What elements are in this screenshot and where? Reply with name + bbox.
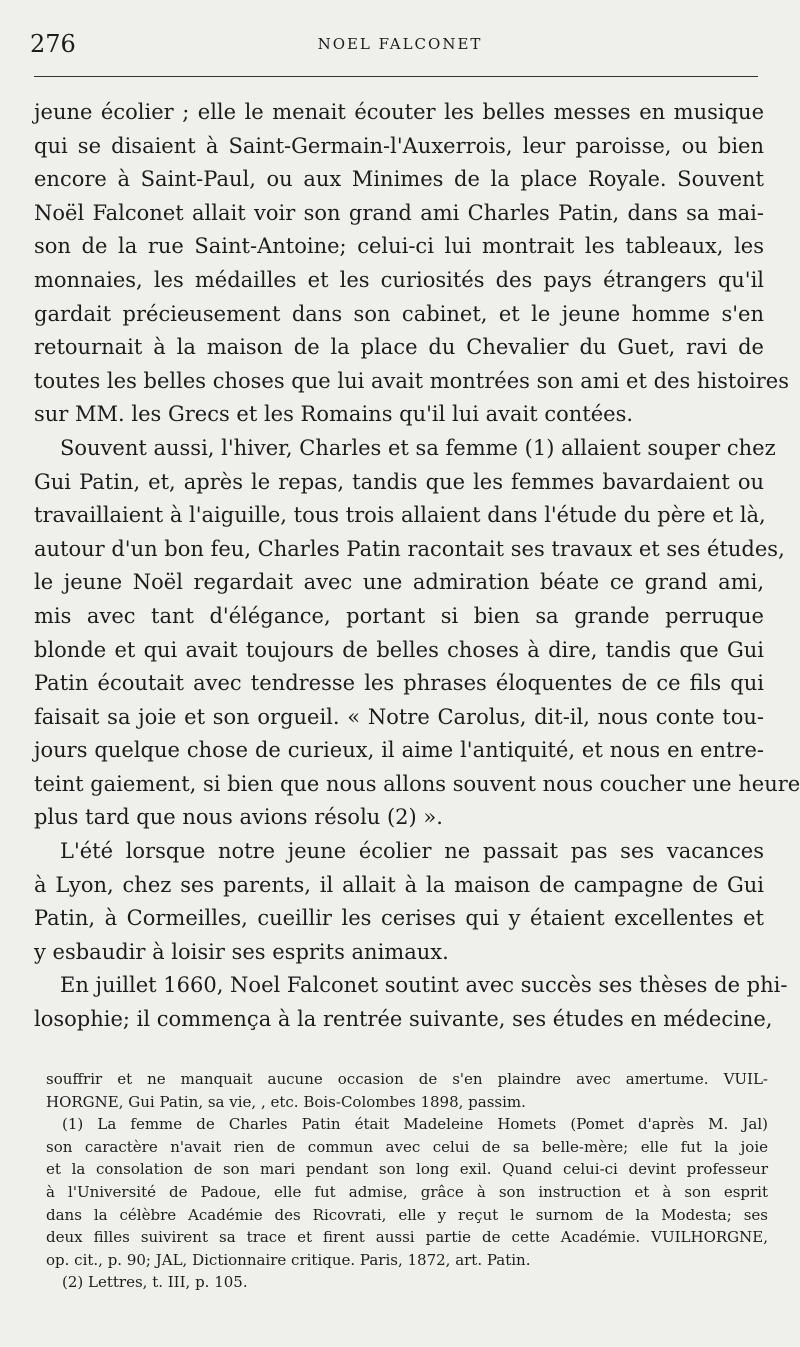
text-line: mis avec tant d'élégance, portant si bien sa grande perruque <box>34 603 764 628</box>
header-rule <box>34 76 758 77</box>
footnote-line: souffrir et ne manquait aucune occasion de s'en plaindre avec amertume. VUIL- <box>46 1070 768 1088</box>
footnote-line: (2) Lettres, t. III, p. 105. <box>62 1273 248 1292</box>
footnote-line: son caractère n'avait rien de commun avec celui de sa belle-mère; elle fut la joie <box>46 1137 768 1156</box>
running-head: NOEL FALCONET <box>317 35 483 53</box>
text-line: teint gaiement, si bien que nous allons souvent nous coucher une heure <box>34 771 800 796</box>
page-number: 276 <box>30 30 76 58</box>
text-line: losophie; il commença à la rentrée suivante, ses études en médecine, <box>34 1007 773 1032</box>
footnote-line: et la consolation de son mari pendant son long exil. Quand celui-ci devint professeur <box>46 1160 768 1179</box>
text-line: gardait précieusement dans son cabinet, et le jeune homme s'en <box>34 301 764 326</box>
footnote-line: dans la célèbre Académie des Ricovrati, elle y reçut le surnom de la Modesta; ses <box>46 1205 768 1224</box>
footnote-line: (1) La femme de Charles Patin était Madeleine Homets (Pomet d'après M. Jal) <box>62 1115 768 1134</box>
text-line: Gui Patin, et, après le repas, tandis que les femmes bavardaient ou <box>34 469 764 494</box>
text-line: monnaies, les médailles et les curiosités des pays étrangers qu'il <box>34 267 764 292</box>
text-line: Patin, à Cormeilles, cueillir les cerises qui y étaient excellentes et <box>34 906 764 931</box>
footnote-line: op. cit., p. 90; JAL, Dictionnaire critique. Paris, 1872, art. Patin. <box>46 1250 531 1269</box>
text-line: Noël Falconet allait voir son grand ami Charles Patin, dans sa mai- <box>34 200 764 225</box>
footnote-line: deux filles suivirent sa trace et firent aussi partie de cette Académie. VUILHORGNE, <box>46 1228 768 1247</box>
text-line: sur MM. les Grecs et les Romains qu'il lui avait contées. <box>34 402 634 427</box>
text-line: jeune écolier ; elle le menait écouter les belles messes en musique <box>34 100 764 124</box>
text-line: L'été lorsque notre jeune écolier ne passait pas ses vacances <box>60 839 764 864</box>
text-line: jours quelque chose de curieux, il aime l'antiquité, et nous en entre- <box>34 738 764 763</box>
text-line: En juillet 1660, Noel Falconet soutint avec succès ses thèses de phi- <box>60 973 788 998</box>
text-line: blonde et qui avait toujours de belles choses à dire, tandis que Gui <box>34 637 764 662</box>
text-line: plus tard que nous avions résolu (2) ». <box>34 805 443 830</box>
text-line: qui se disaient à Saint-Germain-l'Auxerrois, leur paroisse, ou bien <box>34 133 764 158</box>
text-line: encore à Saint-Paul, ou aux Minimes de la place Royale. Souvent <box>34 167 764 192</box>
text-line: autour d'un bon feu, Charles Patin racontait ses travaux et ses études, <box>34 536 785 561</box>
footnote-line: HORGNE, Gui Patin, sa vie, , etc. Bois-Colombes 1898, passim. <box>46 1092 526 1111</box>
text-line: retournait à la maison de la place du Chevalier du Guet, ravi de <box>34 335 764 360</box>
body-text <box>34 96 800 1037</box>
text-line: toutes les belles choses que lui avait montrées son ami et des histoires <box>34 368 789 393</box>
text-line: Souvent aussi, l'hiver, Charles et sa femme (1) allaient souper chez <box>60 435 776 460</box>
text-line: Patin écoutait avec tendresse les phrases éloquentes de ce fils qui <box>34 671 764 696</box>
text-line: y esbaudir à loisir ses esprits animaux. <box>34 939 449 964</box>
text-line: son de la rue Saint-Antoine; celui-ci lui montrait les tableaux, les <box>34 234 764 259</box>
text-line: à Lyon, chez ses parents, il allait à la maison de campagne de Gui <box>34 872 764 897</box>
footnote-line: à l'Université de Padoue, elle fut admise, grâce à son instruction et à son esprit <box>46 1182 768 1201</box>
footnotes <box>46 1068 768 1294</box>
text-line: le jeune Noël regardait avec une admiration béate ce grand ami, <box>34 570 764 595</box>
text-line: travaillaient à l'aiguille, tous trois allaient dans l'étude du père et là, <box>34 503 766 528</box>
text-line: faisait sa joie et son orgueil. « Notre Carolus, dit-il, nous conte tou- <box>34 704 764 729</box>
